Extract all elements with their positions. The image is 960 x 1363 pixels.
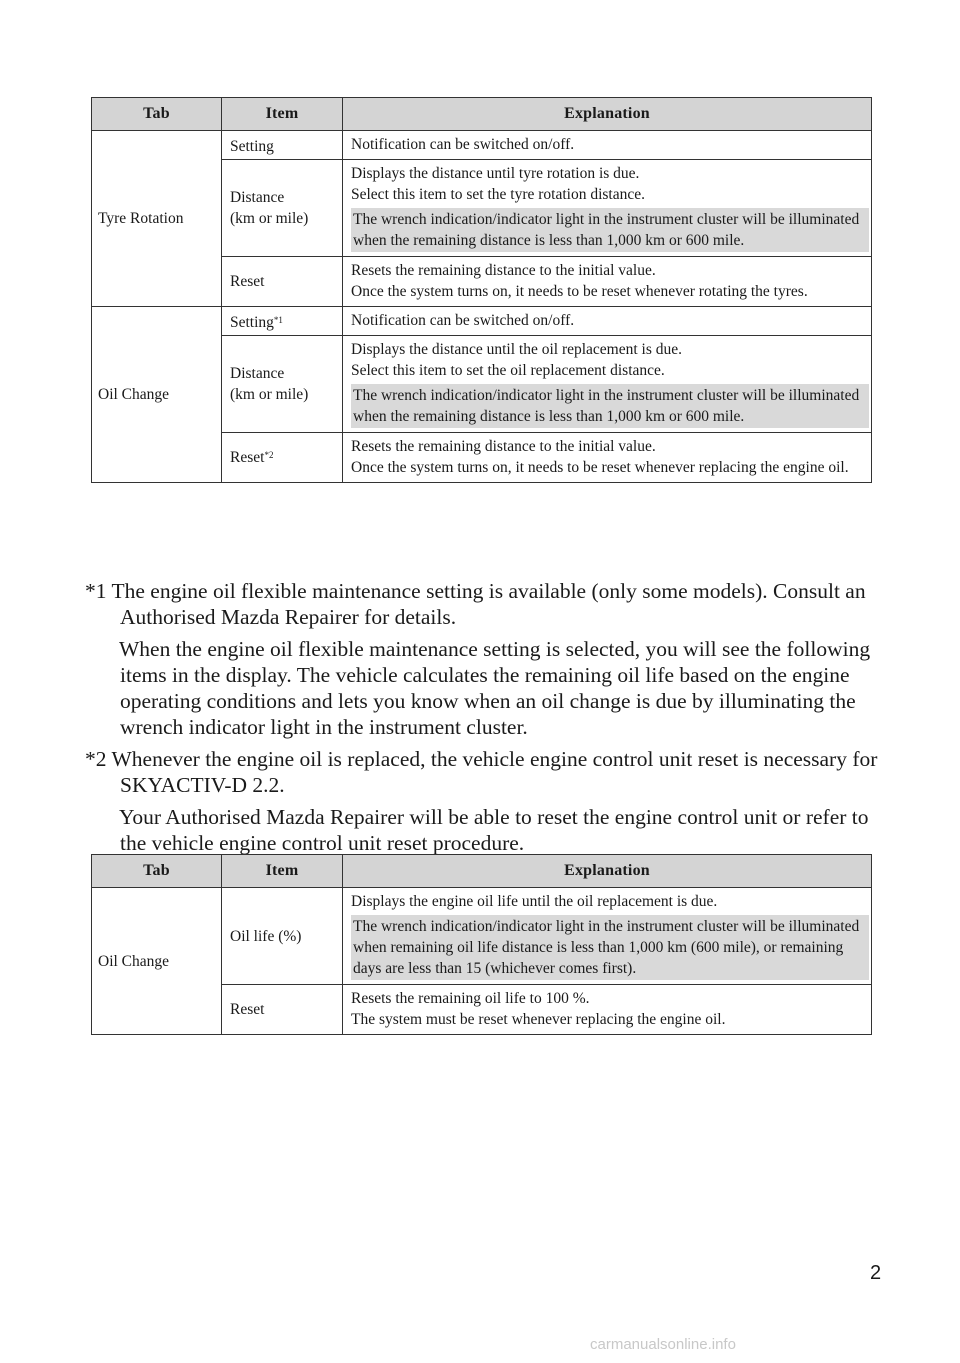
maintenance-table-2 [91, 854, 872, 1035]
tab-cell-oil-change: Oil Change [92, 307, 222, 483]
explanation-cell: Notification can be switched on/off. [343, 307, 872, 336]
item-cell-reset: Reset [222, 257, 343, 307]
explanation-cell: Resets the remaining distance to the initial value. Once the system turns on, it needs to be reset whenever rotating the tyres. [343, 257, 872, 307]
item-cell-reset: Reset [222, 985, 343, 1035]
table-row [92, 888, 872, 985]
item-cell-reset: Reset$^{*2}$ [222, 433, 343, 483]
item-cell-setting: Setting$^{*1}$ [222, 307, 343, 336]
header-tab: Tab [92, 98, 222, 131]
footnote-1-detail: When the engine oil flexible maintenance setting is selected, you will see the following items in the display. The vehicle calculates the remaining oil life based on the engine operating conditions and lets you know when an oil change is due by illuminating the wrench indicator light in the instrument cluster. [119, 637, 871, 739]
footnote-2: *2 Whenever the engine oil is replaced, the vehicle engine control unit reset is necessary for SKYACTIV-D 2.2. [85, 747, 878, 797]
item-cell-oil-life: Oil life (%) [222, 888, 343, 985]
footnote-1: *1 The engine oil flexible maintenance setting is available (only some models). Consult an Authorised Mazda Repairer for details. [85, 579, 866, 629]
item-cell-distance: Distance (km or mile) [222, 160, 343, 257]
tab-cell-oil-change: Oil Change [92, 888, 222, 1035]
header-item: Item [222, 855, 343, 888]
explanation-cell: Displays the distance until tyre rotation is due. Select this item to set the tyre rotation distance. The wrench indication/indicator light in the instrument cluster will be illuminated when the remaining distance is less than 1,000 km or 600 mile. [343, 160, 872, 257]
header-explanation: Explanation [343, 855, 872, 888]
header-explanation: Explanation [343, 98, 872, 131]
table-header-row [92, 855, 872, 888]
table-row [92, 131, 872, 160]
header-tab: Tab [92, 855, 222, 888]
explanation-cell: Notification can be switched on/off. [343, 131, 872, 160]
watermark: carmanualsonline.info [590, 1336, 736, 1353]
item-cell-setting: Setting [222, 131, 343, 160]
tab-cell-tyre-rotation: Tyre Rotation [92, 131, 222, 307]
explanation-cell: Resets the remaining distance to the initial value. Once the system turns on, it needs to be reset whenever replacing the engine oil. [343, 433, 872, 483]
footnotes [85, 578, 885, 862]
table-header-row [92, 98, 872, 131]
footnote-2-detail: Your Authorised Mazda Repairer will be able to reset the engine control unit or refer to the vehicle engine control unit reset procedure. [119, 805, 869, 855]
warning-note: The wrench indication/indicator light in the instrument cluster will be illuminated when the remaining distance is less than 1,000 km or 600 mile. [351, 384, 869, 428]
warning-note: The wrench indication/indicator light in the instrument cluster will be illuminated when the remaining distance is less than 1,000 km or 600 mile. [351, 208, 869, 252]
maintenance-table-1 [91, 97, 872, 483]
explanation-cell: Displays the engine oil life until the oil replacement is due. The wrench indication/indicator light in the instrument cluster will be illuminated when remaining oil life distance is less than 1,000 km (600 mile), or remaining days are less than 15 (whichever comes first). [343, 888, 872, 985]
item-cell-distance: Distance (km or mile) [222, 336, 343, 433]
explanation-cell: Resets the remaining oil life to 100 %. The system must be reset whenever replacing the engine oil. [343, 985, 872, 1035]
page-number: 2 [870, 1262, 882, 1284]
warning-note: The wrench indication/indicator light in the instrument cluster will be illuminated when remaining oil life distance is less than 1,000 km (600 mile), or remaining days are less than 15 (whichever comes first). [351, 915, 869, 980]
table-row [92, 307, 872, 336]
explanation-cell: Displays the distance until the oil replacement is due. Select this item to set the oil replacement distance. The wrench indication/indicator light in the instrument cluster will be illuminated when the remaining distance is less than 1,000 km or 600 mile. [343, 336, 872, 433]
header-item: Item [222, 98, 343, 131]
